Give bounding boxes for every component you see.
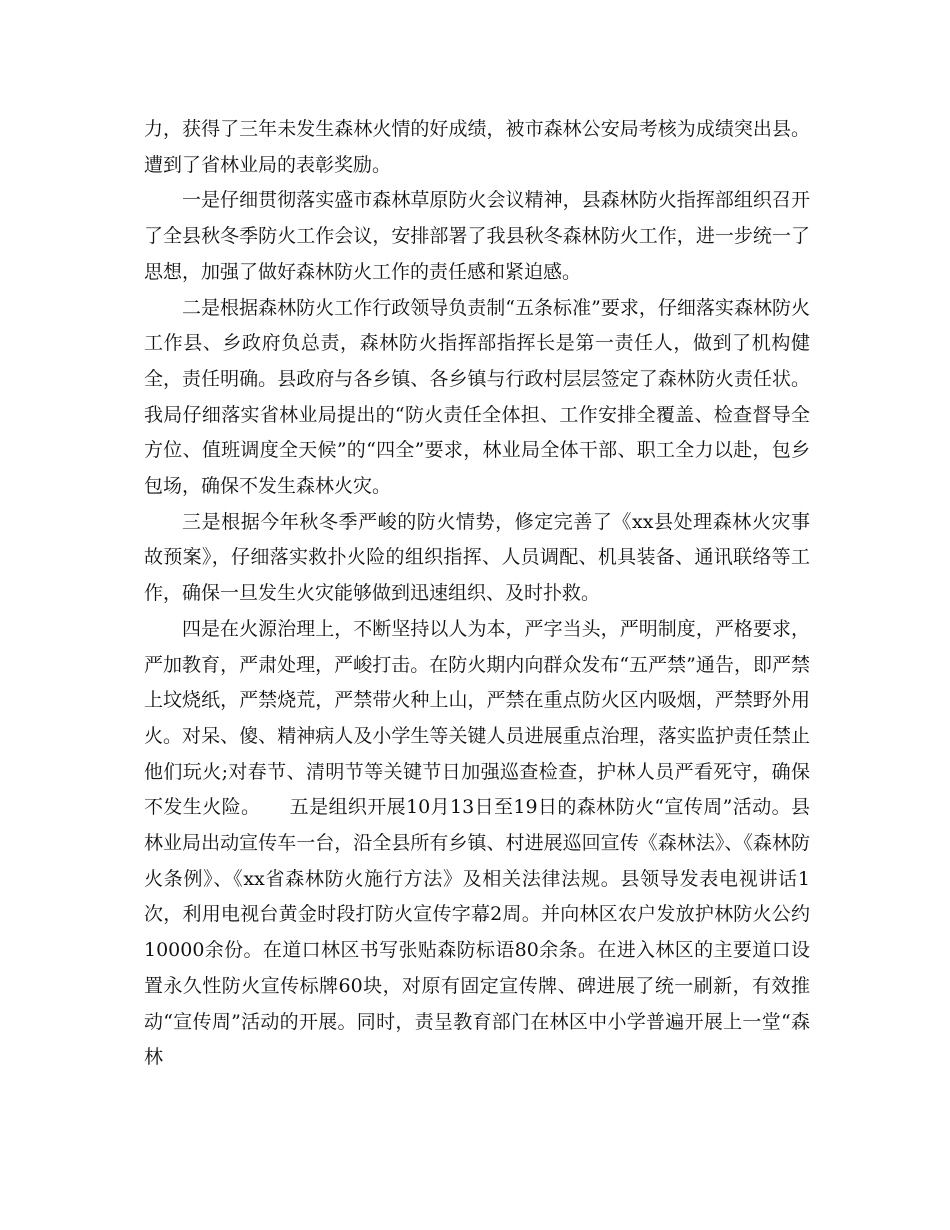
- paragraph-continuation: 力，获得了三年未发生森林火情的好成绩，被市森林公安局考核为成绩突出县。遭到了省林业局的表彰奖励。: [144, 118, 810, 176]
- paragraph-item-four-five: 四是在火源治理上，不断坚持以人为本，严字当头，严明制度，严格要求，严加教育，严肃处理，严峻打击。在防火期内向群众发布“五严禁”通告，即严禁上坟烧纸，严禁烧荒，严禁带火种上山，严禁在重点防火区内吸烟，严禁野外用火。对呆、傻、精神病人及小学生等关键人员进展重点治理，落实监护责任禁止他们玩火;对春节、清明节等关键节日加强巡查检查，护林人员严看死守，确保不发生火险。 五是组织开展10月13日至19日的森林防火“宣传周”活动。县林业局出动宣传车一台，沿全县所有乡镇、村进展巡回宣传《森林法》、《森林防火条例》、《xx省森林防火施行方法》及相关法律法规。县领导发表电视讲话1次，利用电视台黄金时段打防火宣传字幕2周。并向林区农户发放护林防火公约10000余份。在道口林区书写张贴森防标语80余条。在进入林区的主要道口设置永久性防火宣传标牌60块，对原有固定宣传牌、碑进展了统一刷新，有效推动“宣传周”活动的开展。同时，责呈教育部门在林区中小学普遍开展上一堂“森林: [144, 617, 810, 1069]
- document-body: [144, 112, 810, 1076]
- paragraph-item-three: 三是根据今年秋冬季严峻的防火情势，修定完善了《xx县处理森林火灾事故预案》，仔细落实救扑火险的组织指挥、人员调配、机具装备、通讯联络等工作，确保一旦发生火灾能够做到迅速组织、及时扑救。: [144, 510, 810, 605]
- paragraph-item-one: 一是仔细贯彻落实盛市森林草原防火会议精神，县森林防火指挥部组织召开了全县秋冬季防火工作会议，安排部署了我县秋冬森林防火工作，进一步统一了思想，加强了做好森林防火工作的责任感和紧迫感。: [144, 189, 810, 283]
- paragraph-item-two: 二是根据森林防火工作行政领导负责制“五条标准”要求，仔细落实森林防火工作县、乡政府负总责，森林防火指挥部指挥长是第一责任人，做到了机构健全，责任明确。县政府与各乡镇、各乡镇与行政村层层签定了森林防火责任状。我局仔细落实省林业局提出的“防火责任全体担、工作安排全覆盖、检查督导全方位、值班调度全天候”的“四全”要求，林业局全体干部、职工全力以赴，包乡包场，确保不发生森林火灾。: [144, 296, 810, 498]
